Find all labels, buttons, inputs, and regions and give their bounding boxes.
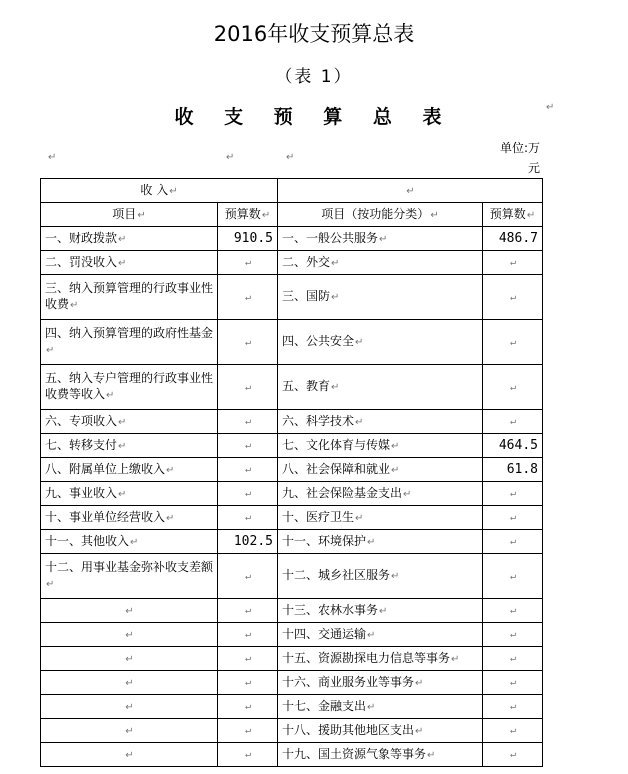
income-amount-cell: ↵ xyxy=(218,434,278,458)
expense-item-cell: 一、一般公共服务↵ xyxy=(278,227,483,251)
expense-amount-cell: ↵ xyxy=(483,695,543,719)
unit-label: 单位:万元 xyxy=(499,141,540,175)
table-row xyxy=(41,506,543,530)
income-item-cell: ↵ xyxy=(41,599,218,623)
table-row xyxy=(41,599,543,623)
income-amount-cell: ↵ xyxy=(218,482,278,506)
expense-amount-cell: ↵ xyxy=(483,623,543,647)
income-item-cell: 十、事业单位经营收入↵ xyxy=(41,506,218,530)
income-amount-cell: ↵ xyxy=(218,320,278,365)
expense-item-cell: 五、教育↵ xyxy=(278,365,483,410)
expense-amount-cell: ↵ xyxy=(483,719,543,743)
income-item-cell: ↵ xyxy=(41,623,218,647)
income-amount-cell: 910.5 xyxy=(218,227,278,251)
expense-item-cell: 十八、援助其他地区支出↵ xyxy=(278,719,483,743)
income-amount-cell: 102.5 xyxy=(218,530,278,554)
table-row xyxy=(41,410,543,434)
income-amount-cell: ↵ xyxy=(218,647,278,671)
table-row xyxy=(41,530,543,554)
table-row xyxy=(41,458,543,482)
table-heading: 收 支 预 算 总 表 xyxy=(174,106,454,128)
expense-item-cell: 十三、农林水事务↵ xyxy=(278,599,483,623)
expense-item-cell: 七、文化体育与传媒↵ xyxy=(278,434,483,458)
income-amount-cell: ↵ xyxy=(218,275,278,320)
expense-amount-cell: 61.8 xyxy=(483,458,543,482)
income-item-cell: 六、专项收入↵ xyxy=(41,410,218,434)
expense-amount-cell: ↵ xyxy=(483,530,543,554)
table-row xyxy=(41,251,543,275)
table-row xyxy=(41,719,543,743)
expense-item-cell: 九、社会保险基金支出↵ xyxy=(278,482,483,506)
income-amount-cell: ↵ xyxy=(218,695,278,719)
table-row xyxy=(41,647,543,671)
income-item-cell: ↵ xyxy=(41,647,218,671)
table-number: （表 1） xyxy=(275,67,353,87)
header-income-item: 项目↵ xyxy=(41,203,218,227)
expense-item-cell: 十九、国土资源气象等事务↵ xyxy=(278,743,483,767)
income-amount-cell: ↵ xyxy=(218,365,278,410)
expense-item-cell: 十、医疗卫生↵ xyxy=(278,506,483,530)
expense-amount-cell: ↵ xyxy=(483,599,543,623)
expense-amount-cell: ↵ xyxy=(483,320,543,365)
table-row xyxy=(41,365,543,410)
expense-amount-cell: ↵ xyxy=(483,647,543,671)
income-amount-cell: ↵ xyxy=(218,554,278,599)
income-item-cell: ↵ xyxy=(41,671,218,695)
paragraph-mark-icon: ↵ xyxy=(226,152,235,163)
table-row xyxy=(41,275,543,320)
table-row xyxy=(41,434,543,458)
income-amount-cell: ↵ xyxy=(218,599,278,623)
table-row xyxy=(41,623,543,647)
income-item-cell: 五、纳入专户管理的行政事业性收费等收入↵ xyxy=(41,365,218,410)
paragraph-mark-icon: ↵ xyxy=(546,102,555,113)
table-row xyxy=(41,482,543,506)
income-item-cell: 十二、用事业基金弥补收支差额↵ xyxy=(41,554,218,599)
expense-amount-cell: ↵ xyxy=(483,482,543,506)
expense-item-cell: 十七、金融支出↵ xyxy=(278,695,483,719)
income-amount-cell: ↵ xyxy=(218,671,278,695)
expense-amount-cell: 464.5 xyxy=(483,434,543,458)
income-item-cell: 十一、其他收入↵ xyxy=(41,530,218,554)
income-item-cell: 一、财政拨款↵ xyxy=(41,227,218,251)
table-row xyxy=(41,320,543,365)
income-item-cell: ↵ xyxy=(41,695,218,719)
expense-amount-cell: ↵ xyxy=(483,743,543,767)
income-item-cell: 九、事业收入↵ xyxy=(41,482,218,506)
expense-amount-cell: ↵ xyxy=(483,554,543,599)
expense-item-cell: 四、公共安全↵ xyxy=(278,320,483,365)
table-row xyxy=(41,743,543,767)
expense-item-cell: 十六、商业服务业等事务↵ xyxy=(278,671,483,695)
expense-amount-cell: ↵ xyxy=(483,365,543,410)
income-amount-cell: ↵ xyxy=(218,506,278,530)
income-item-cell: ↵ xyxy=(41,743,218,767)
paragraph-mark-icon: ↵ xyxy=(48,152,57,163)
income-amount-cell: ↵ xyxy=(218,458,278,482)
table-row xyxy=(41,695,543,719)
income-item-cell: 三、纳入预算管理的行政事业性收费↵ xyxy=(41,275,218,320)
expense-item-cell: 六、科学技术↵ xyxy=(278,410,483,434)
table-row xyxy=(41,227,543,251)
income-amount-cell: ↵ xyxy=(218,251,278,275)
expense-section-cell: ↵ xyxy=(278,179,543,203)
expense-item-cell: 十四、交通运输↵ xyxy=(278,623,483,647)
income-item-cell: 七、转移支付↵ xyxy=(41,434,218,458)
expense-amount-cell: ↵ xyxy=(483,671,543,695)
income-amount-cell: ↵ xyxy=(218,719,278,743)
income-item-cell: 八、附属单位上缴收入↵ xyxy=(41,458,218,482)
table-row xyxy=(41,554,543,599)
table-row xyxy=(41,671,543,695)
paragraph-mark-icon: ↵ xyxy=(286,152,295,163)
income-amount-cell: ↵ xyxy=(218,743,278,767)
section-row xyxy=(41,179,543,203)
income-amount-cell: ↵ xyxy=(218,623,278,647)
expense-amount-cell: ↵ xyxy=(483,251,543,275)
expense-item-cell: 三、国防↵ xyxy=(278,275,483,320)
expense-item-cell: 十五、资源勘探电力信息等事务↵ xyxy=(278,647,483,671)
expense-item-cell: 二、外交↵ xyxy=(278,251,483,275)
expense-item-cell: 八、社会保障和就业↵ xyxy=(278,458,483,482)
income-amount-cell: ↵ xyxy=(218,410,278,434)
income-section-cell: 收 入↵ xyxy=(41,179,278,203)
income-item-cell: 四、纳入预算管理的政府性基金↵ xyxy=(41,320,218,365)
income-item-cell: ↵ xyxy=(41,719,218,743)
expense-amount-cell: ↵ xyxy=(483,275,543,320)
header-income-amount: 预算数↵ xyxy=(218,203,278,227)
expense-item-cell: 十二、城乡社区服务↵ xyxy=(278,554,483,599)
expense-item-cell: 十一、环境保护↵ xyxy=(278,530,483,554)
header-expense-item: 项目（按功能分类）↵ xyxy=(278,203,483,227)
document-title: 2016年收支预算总表 xyxy=(213,22,415,46)
expense-amount-cell: 486.7 xyxy=(483,227,543,251)
expense-amount-cell: ↵ xyxy=(483,506,543,530)
budget-table xyxy=(40,178,543,767)
header-expense-amount: 预算数↵ xyxy=(483,203,543,227)
income-item-cell: 二、罚没收入↵ xyxy=(41,251,218,275)
header-row xyxy=(41,203,543,227)
expense-amount-cell: ↵ xyxy=(483,410,543,434)
